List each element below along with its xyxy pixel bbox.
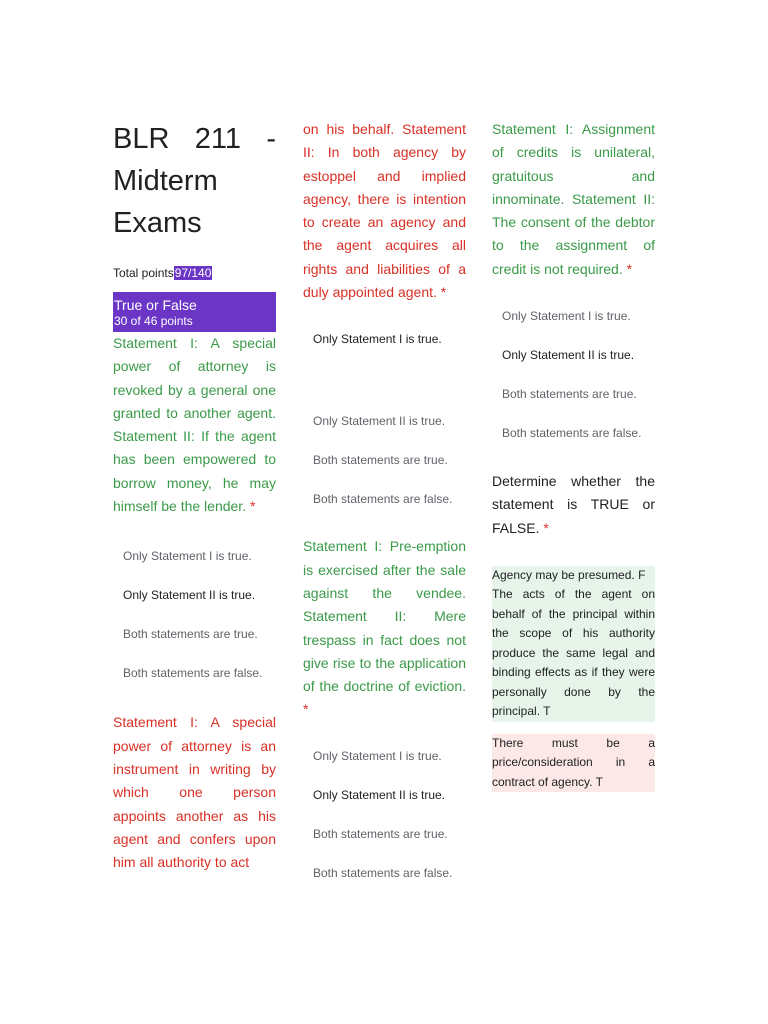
question-2-option-only-statement-1[interactable]: Only Statement I is true.	[313, 332, 442, 347]
total-points	[113, 266, 276, 280]
answer-feedback-correct: Agency may be presumed. F	[492, 566, 655, 586]
question-2-option-both-false[interactable]: Both statements are false.	[313, 492, 453, 507]
required-marker: *	[626, 260, 633, 277]
question-4-option-only-statement-2[interactable]: Only Statement II is true.	[502, 348, 635, 363]
question-2-option-both-true[interactable]: Both statements are true.	[313, 453, 448, 468]
question-4-option-both-true[interactable]: Both statements are true.	[502, 387, 637, 402]
column-1	[113, 118, 276, 874]
question-2-text-part-1: Statement I: A special power of attorney is an instrument in writing by which one person appoints another as his agent and confers upon him all authority to act	[113, 714, 276, 871]
answer-feedback-correct: The acts of the agent on behalf of the principal within the scope of his authority produce the same legal and binding effects as if they were personally done by the principal. T	[492, 585, 655, 722]
answer-feedback-incorrect: There must be a price/consideration in a contract of agency. T	[492, 734, 655, 793]
question-4-option-both-false[interactable]: Both statements are false.	[502, 426, 642, 441]
column-3	[492, 118, 655, 792]
required-marker: *	[543, 519, 549, 536]
required-marker: *	[249, 498, 256, 515]
page-title: BLR 211 - Midterm Exams	[113, 123, 276, 239]
question-2-text-part-2: on his behalf. Statement II: In both agency by estoppel and implied agency, there is intention to create an agency and the agent acquires all rights and liabilities of a duly appointed agent. *	[303, 121, 466, 301]
column-2	[303, 118, 466, 881]
total-points-score: 97/140	[174, 266, 212, 280]
question-3-option-only-statement-2[interactable]: Only Statement II is true.	[313, 787, 446, 802]
question-4-option-only-statement-1[interactable]: Only Statement I is true.	[502, 309, 631, 324]
question-3-text: Statement I: Pre-emption is exercised after the sale against the vendee. Statement II: Mere trespass in fact does not give rise to the application of the doctrine of eviction. *	[303, 538, 466, 718]
question-1-option-both-false[interactable]: Both statements are false.	[123, 666, 263, 681]
question-3-option-only-statement-1[interactable]: Only Statement I is true.	[313, 748, 442, 763]
section-points: 30 of 46 points	[114, 314, 193, 328]
question-1-option-only-statement-2[interactable]: Only Statement II is true.	[123, 588, 256, 603]
question-2-option-only-statement-2[interactable]: Only Statement II is true.	[313, 414, 446, 429]
question-3-option-both-false[interactable]: Both statements are false.	[313, 865, 453, 880]
total-points-label: Total points	[113, 266, 174, 280]
question-1-option-both-true[interactable]: Both statements are true.	[123, 627, 258, 642]
question-1-text: Statement I: A special power of attorney is revoked by a general one granted to another agent. Statement II: If the agent has been empowered to borrow money, he may himself be the lender. *	[113, 335, 276, 515]
question-3-option-both-true[interactable]: Both statements are true.	[313, 826, 448, 841]
section-title: True or False	[114, 297, 197, 313]
question-4-text: Statement I: Assignment of credits is unilateral, gratuitous and innominate. Statement II: The consent of the debtor to the assignment of credit is not required. *	[492, 121, 655, 277]
question-5-text: Determine whether the statement is TRUE or FALSE. *	[492, 473, 655, 536]
required-marker: *	[303, 701, 309, 718]
question-1-option-only-statement-1[interactable]: Only Statement I is true.	[123, 549, 252, 564]
section-header	[113, 292, 276, 332]
required-marker: *	[440, 284, 447, 301]
